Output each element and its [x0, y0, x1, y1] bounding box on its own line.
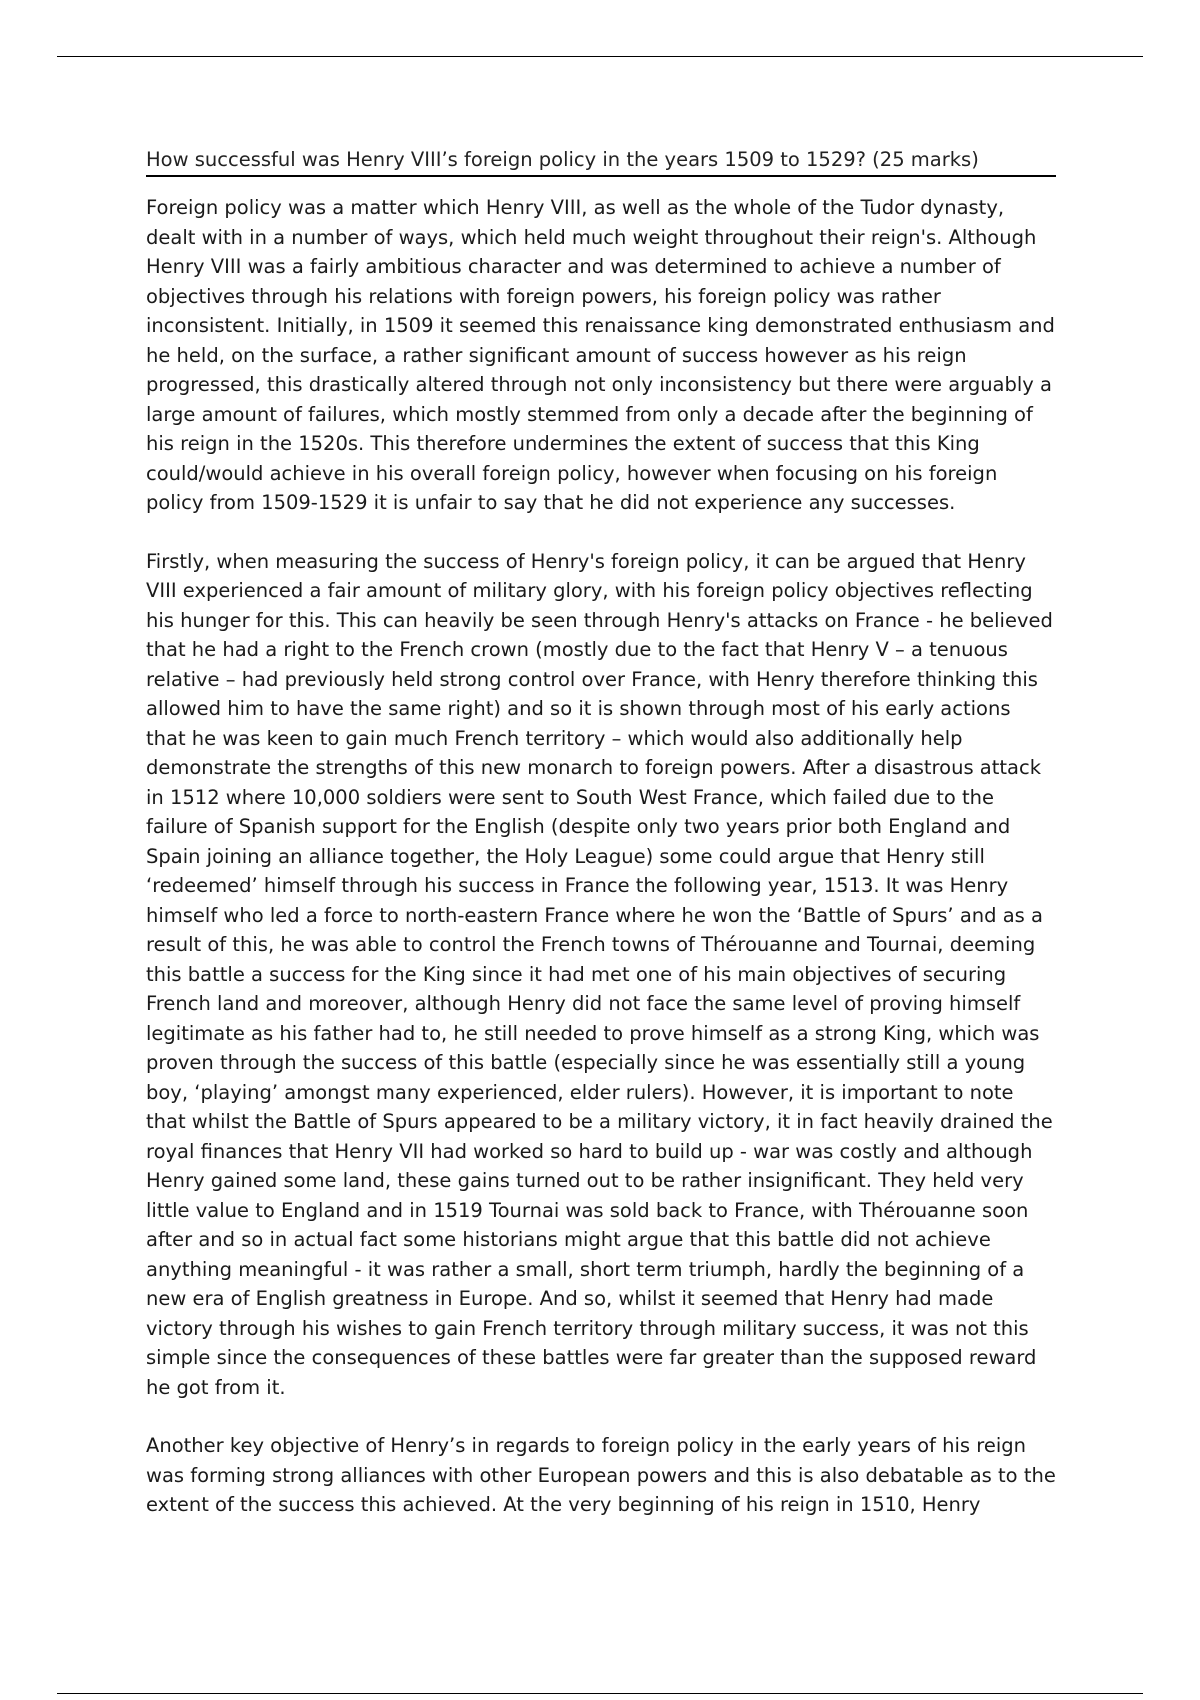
paragraph-alliances: Another key objective of Henry’s in regards to foreign policy in the early years of his reign was forming strong alliances with other European powers and this is also debatable as to the extent of the success this achieved. At the very beginning of his reign in 1510, Henry	[146, 1434, 1056, 1516]
bottom-rule	[57, 1693, 1143, 1694]
document-title: How successful was Henry VIII’s foreign policy in the years 1509 to 1529? (25 marks)	[146, 145, 1056, 177]
top-rule	[57, 56, 1143, 57]
paragraph-military-glory: Firstly, when measuring the success of Henry's foreign policy, it can be argued that Henry VIII experienced a fair amount of military glory, with his foreign policy objectives reflecting his hunger for this. This can heavily be seen through Henry's attacks on France - he believed that he had a right to the French crown (mostly due to the fact that Henry V – a tenuous relative – had previously held strong control over France, with Henry therefore thinking this allowed him to have the same right) and so it is shown through most of his early actions that he was keen to gain much French territory – which would also additionally help demonstrate the strengths of this new monarch to foreign powers. After a disastrous attack in 1512 where 10,000 soldiers were sent to South West France, which failed due to the failure of Spanish support for the English (despite only two years prior both England and Spain joining an alliance together, the Holy League) some could argue that Henry still ‘redeemed’ himself through his success in France the following year, 1513. It was Henry himself who led a force to north-eastern France where he won the ‘Battle of Spurs’ and as a result of this, he was able to control the French towns of Thérouanne and Tournai, deeming this battle a success for the King since it had met one of his main objectives of securing French land and moreover, although Henry did not face the same level of proving himself legitimate as his father had to, he still needed to prove himself as a strong King, which was proven through the success of this battle (especially since he was essentially still a young boy, ‘playing’ amongst many experienced, elder rulers). However, it is important to note that whilst the Battle of Spurs appeared to be a military victory, it in fact heavily drained the royal finances that Henry VII had worked so hard to build up - war was costly and although Henry gained some land, these gains turned out to be rather insignificant. They held very little value to England and in 1519 Tournai was sold back to France, with Thérouanne soon after and so in actual fact some historians might argue that this battle did not achieve anything meaningful - it was rather a small, short term triumph, hardly the beginning of a new era of English greatness in Europe. And so, whilst it seemed that Henry had made victory through his wishes to gain French territory through military success, it was not this simple since the consequences of these battles were far greater than the supposed reward he got from it.	[146, 549, 1053, 1399]
document-body	[146, 145, 1056, 1549]
paragraph-intro: Foreign policy was a matter which Henry VIII, as well as the whole of the Tudor dynasty, dealt with in a number of ways, which held much weight throughout their reign's. Although Henry VIII was a fairly ambitious character and was determined to achieve a number of objectives through his relations with foreign powers, his foreign policy was rather inconsistent. Initially, in 1509 it seemed this renaissance king demonstrated enthusiasm and he held, on the surface, a rather significant amount of success however as his reign progressed, this drastically altered through not only inconsistency but there were arguably a large amount of failures, which mostly stemmed from only a decade after the beginning of his reign in the 1520s. This therefore undermines the extent of success that this King could/would achieve in his overall foreign policy, however when focusing on his foreign policy from 1509-1529 it is unfair to say that he did not experience any successes.	[146, 196, 1055, 514]
